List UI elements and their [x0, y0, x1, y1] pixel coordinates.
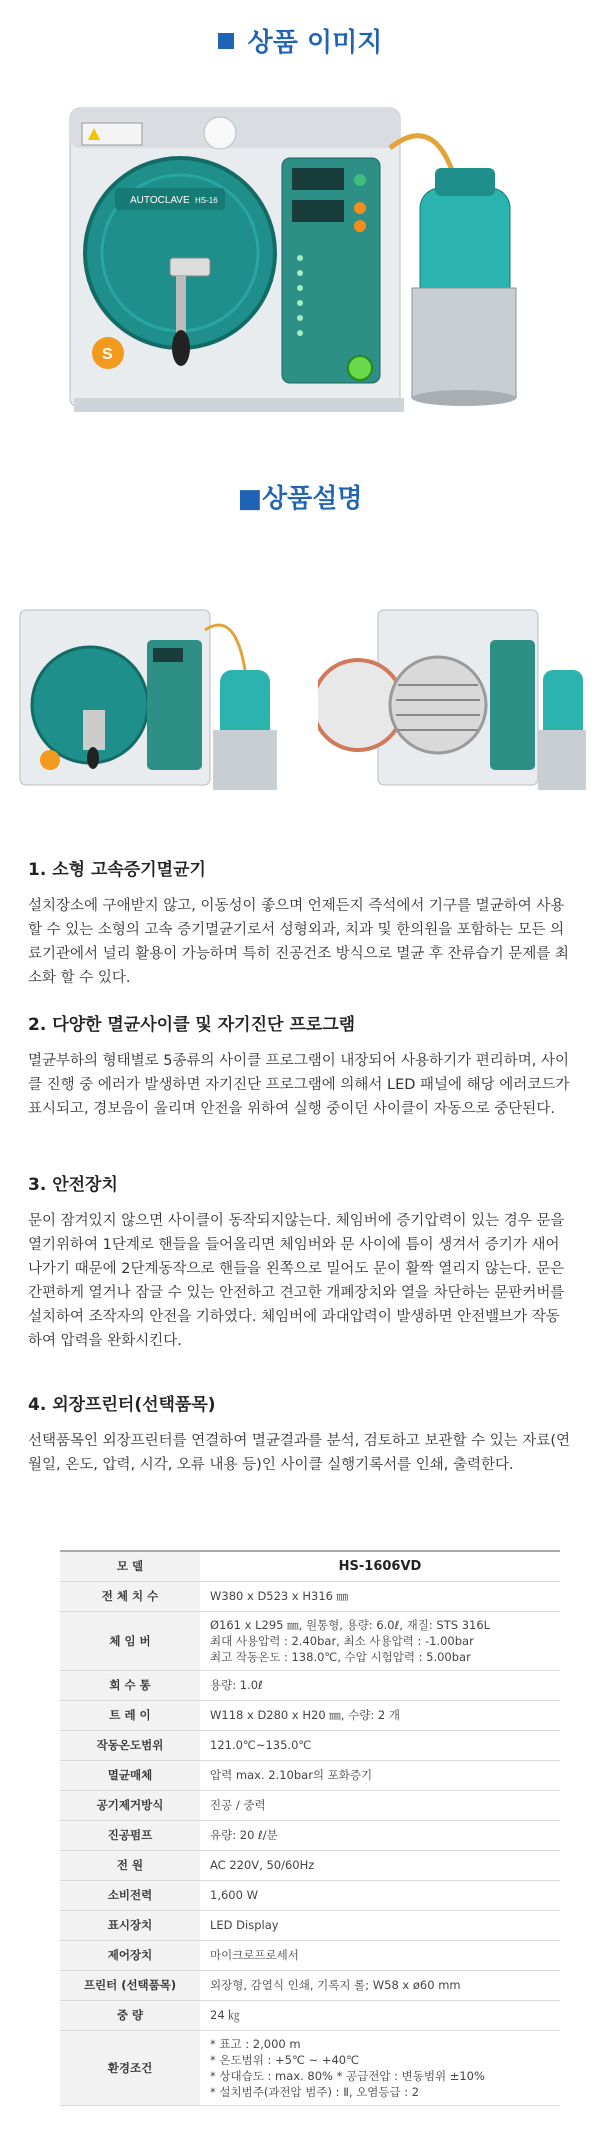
- spec-label: 전 원: [60, 1850, 200, 1880]
- spec-value: 진공 / 중력: [200, 1790, 560, 1820]
- spec-value-line: 최대 사용압력 : 2.40bar, 최소 사용압력 : -1.00bar: [210, 1633, 474, 1648]
- spec-value: 외장형, 감열식 인쇄, 기록지 롤; W58 x ø60 mm: [200, 1970, 560, 2000]
- spec-row: [60, 1880, 560, 1910]
- spec-value-line: * 상대습도 : max. 80% * 공급전압 : 변동범위 ±10%: [210, 2068, 485, 2083]
- spec-label: 소비전력: [60, 1880, 200, 1910]
- spec-label: 진공펌프: [60, 1820, 200, 1850]
- spec-row: [60, 1820, 560, 1850]
- spec-value: AC 220V, 50/60Hz: [200, 1850, 560, 1880]
- spec-row: [60, 1850, 560, 1880]
- spec-value: HS-1606VD: [200, 1551, 560, 1581]
- section-1-text: 설치장소에 구애받지 않고, 이동성이 좋으며 언제든지 즉석에서 기구를 멸균하여 사용할 수 있는 소형의 고속 증기멸균기로서 성형외과, 치과 및 한의원을 포함하는 모든 의료기관에서 널리 활용이 가능하며 특히 진공건조 방식으로 멸균 후 잔류습기 문제를 최소화 할 수 있다.: [28, 898, 569, 986]
- spec-table-wrap: [60, 1550, 560, 2106]
- section-4: [28, 1390, 572, 1477]
- square-bullet-icon: [218, 33, 234, 49]
- section-4-heading: 4. 외장프린터(선택품목): [28, 1395, 216, 1415]
- model-badge: HS-16: [195, 196, 218, 205]
- spec-row: [60, 1970, 560, 2000]
- spec-value: 유량: 20 ℓ/분: [200, 1820, 560, 1850]
- spec-row: [60, 1611, 560, 1670]
- spec-row-model: [60, 1551, 560, 1581]
- spec-value: W380 x D523 x H316 ㎜: [200, 1581, 560, 1611]
- spec-label: 모 델: [60, 1551, 200, 1581]
- product-description-title: ■상품설명: [237, 484, 363, 514]
- spec-value: [200, 1611, 560, 1670]
- spec-value: 용량: 1.0ℓ: [200, 1670, 560, 1700]
- section-2-heading: 2. 다양한 멸균사이클 및 자기진단 프로그램: [28, 1015, 356, 1035]
- autoclave-label: AUTOCLAVE: [130, 195, 190, 206]
- spec-value-line: Ø161 x L295 ㎜, 원통형, 용량: 6.0ℓ, 재질: STS 316L: [210, 1617, 491, 1632]
- spec-value: [200, 2030, 560, 2105]
- spec-value: 압력 max. 2.10bar의 포화증기: [200, 1760, 560, 1790]
- spec-label: 중 량: [60, 2000, 200, 2030]
- spec-value: 마이크로프로세서: [200, 1940, 560, 1970]
- spec-value: LED Display: [200, 1910, 560, 1940]
- autoclave-closed-view: [15, 600, 285, 810]
- product-image-title: 상품 이미지: [0, 22, 600, 59]
- section-2-text: 멸균부하의 형태별로 5종류의 사이클 프로그램이 내장되어 사용하기가 편리하며, 사이클 진행 중 에러가 발생하면 자기진단 프로그램에 의해서 LED 패널에 해당 에러코드가 표시되고, 경보음이 울리며 안전을 위하여 실행 중이던 사이클이 자동으로 중단된다.: [28, 1053, 570, 1117]
- spec-row: [60, 2030, 560, 2105]
- section-4-text: 선택품목인 외장프린터를 연결하여 멸균결과를 분석, 검토하고 보관할 수 있는 자료(연월일, 온도, 압력, 시각, 오류 내용 등)인 사이클 실행기록서를 인쇄, 출력한다.: [28, 1433, 570, 1473]
- section-3-text: 문이 잠겨있지 않으면 사이클이 동작되지않는다. 체임버에 증기압력이 있는 경우 문을 열기위하여 1단계로 핸들을 들어올리면 체임버와 문 사이에 틈이 생겨서 증기가 새어나가기 때문에 2단계동작으로 핸들을 왼쪽으로 밀어도 문이 활짝 열리지 않는다. 문은 간편하게 열거나 잠글 수 있는 안전하고 견고한 개폐장치와 열을 차단하는 문판커버를 설치하여 조작자의 안전을 기하였다. 체임버에 과대압력이 발생하면 안전밸브가 작동하여 압력을 완화시킨다.: [28, 1213, 565, 1349]
- spec-label: 회 수 통: [60, 1670, 200, 1700]
- autoclave-open-view: [318, 600, 588, 810]
- spec-row: [60, 2000, 560, 2030]
- spec-label: 환경조건: [60, 2030, 200, 2105]
- spec-row: [60, 1760, 560, 1790]
- spec-value: 1,600 W: [200, 1880, 560, 1910]
- spec-label: 트 레 이: [60, 1700, 200, 1730]
- spec-row: [60, 1730, 560, 1760]
- spec-label: 프린터 (선택품목): [60, 1970, 200, 2000]
- spec-label: 체 임 버: [60, 1611, 200, 1670]
- spec-row: [60, 1670, 560, 1700]
- spec-label: 작동온도범위: [60, 1730, 200, 1760]
- spec-label: 공기제거방식: [60, 1790, 200, 1820]
- section-3-heading: 3. 안전장치: [28, 1175, 118, 1195]
- autoclave-main-image: [60, 88, 540, 448]
- spec-label: 표시장치: [60, 1910, 200, 1940]
- section-1: [28, 855, 572, 990]
- section-2: [28, 1010, 572, 1121]
- spec-value-line: * 표고 : 2,000 m: [210, 2036, 301, 2051]
- spec-value-line: * 설치범주(과전압 범주) : Ⅱ, 오염등급 : 2: [210, 2084, 420, 2099]
- spec-value: W118 x D280 x H20 ㎜, 수량: 2 개: [200, 1700, 560, 1730]
- spec-value-line: * 온도범위 : +5℃ ~ +40℃: [210, 2052, 360, 2067]
- section-1-heading: 1. 소형 고속증기멸균기: [28, 860, 206, 880]
- spec-value-line: 최고 작동온도 : 138.0℃, 수압 시험압력 : 5.00bar: [210, 1649, 471, 1664]
- spec-row: [60, 1910, 560, 1940]
- spec-value: 121.0℃~135.0℃: [200, 1730, 560, 1760]
- spec-row: [60, 1581, 560, 1611]
- spec-label: 제어장치: [60, 1940, 200, 1970]
- spec-row: [60, 1940, 560, 1970]
- spec-table: [60, 1550, 560, 2106]
- svg-text:S: S: [102, 346, 113, 363]
- spec-value: 24 ㎏: [200, 2000, 560, 2030]
- section-3: [28, 1170, 572, 1353]
- spec-row: [60, 1790, 560, 1820]
- spec-row: [60, 1700, 560, 1730]
- spec-label: 전 체 치 수: [60, 1581, 200, 1611]
- spec-label: 멸균매체: [60, 1760, 200, 1790]
